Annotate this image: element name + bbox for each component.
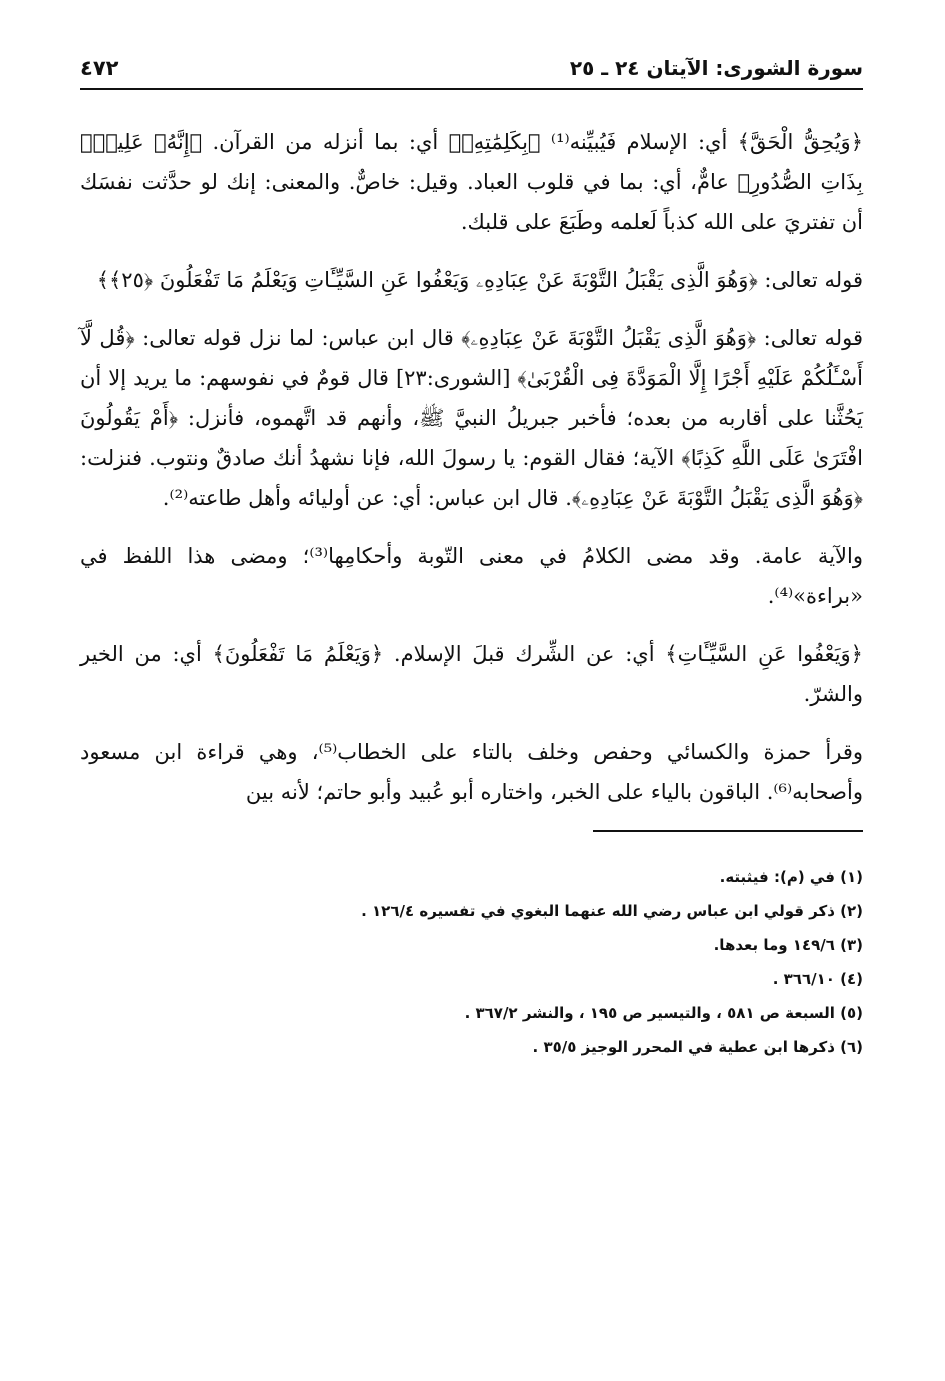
footnote-separator — [593, 830, 863, 832]
footnotes — [80, 862, 863, 1062]
paragraph-1: ﴿وَيُحِقُّ الْحَقَّ﴾ أي: الإسلام فَيُبيِّنه⁽¹⁾ ﴿بِكَلِمَٰتِهِۦ﴾ أي: بما أنزله من القرآن. ﴿إِنَّهُۥ عَلِيمٌۢ بِذَاتِ الصُّدُورِ﴾ عامٌّ، أي: بما في قلوب العباد. وقيل: خاصٌّ. والمعنى: إنك لو حدَّثت نفسَك أن تفتريَ على الله كذباً لَعلمه وطَبَعَ على قلبك. — [80, 130, 864, 234]
footnote-4: (٤) ٣٦٦/١٠ . — [772, 970, 863, 988]
footnote-5: (٥) السبعة ص ٥٨١ ، والتيسير ص ١٩٥ ، والنشر ٣٦٧/٢ . — [464, 1004, 863, 1022]
paragraph-4: ﴿وَيَعْفُوا عَنِ السَّيِّـَٔاتِ﴾ أي: عن الشِّرك قبلَ الإسلام. ﴿وَيَعْلَمُ مَا تَفْعَلُونَ﴾ أي: من الخير والشرّ. — [80, 642, 863, 706]
verse-heading: قوله تعالى: ﴿وَهُوَ الَّذِى يَقْبَلُ التَّوْبَةَ عَنْ عِبَادِهِۦ وَيَعْفُوا عَنِ السَّيِّـَٔاتِ وَيَعْلَمُ مَا تَفْعَلُونَ ﴿٢٥﴾﴾ — [96, 268, 863, 292]
footnote-1: (١) في (م): فيثبته. — [719, 868, 863, 886]
paragraph-3: والآية عامة. وقد مضى الكلامُ في معنى التّوبة وأحكامِها⁽³⁾؛ ومضى هذا اللفظ في «براءة»⁽⁴⁾. — [80, 544, 863, 608]
page-header — [80, 52, 863, 90]
footnote-2: (٢) ذكر قولي ابن عباس رضي الله عنهما البغوي في تفسيره ١٢٦/٤ . — [361, 902, 863, 920]
main-text — [80, 122, 863, 812]
book-page — [80, 52, 863, 1352]
footnote-6: (٦) ذكرها ابن عطية في المحرر الوجيز ٣٥/٥ . — [532, 1038, 863, 1056]
page-number: ٤٧٢ — [80, 56, 119, 80]
paragraph-5: وقرأ حمزة والكسائي وحفص وخلف بالتاء على الخطاب⁽⁵⁾، وهي قراءة ابن مسعود وأصحابه⁽⁶⁾. الباقون بالياء على الخبر، واختاره أبو عُبيد وأبو حاتم؛ لأنه بين — [80, 740, 864, 804]
paragraph-2: قوله تعالى: ﴿وَهُوَ الَّذِى يَقْبَلُ التَّوْبَةَ عَنْ عِبَادِهِۦ﴾ قال ابن عباس: لما نزل قوله تعالى: ﴿قُل لَّآ أَسْـَٔلُكُمْ عَلَيْهِ أَجْرًا إِلَّا الْمَوَدَّةَ فِى الْقُرْبَىٰ﴾ [الشورى:٢٣] قال قومٌ في نفوسهم: ما يريد إلا أن يَحُثَّنا على أقاربه من بعده؛ فأخبر جبريلُ النبيَّ ﷺ، وأنهم قد اتَّهموه، فأنزل: ﴿أَمْ يَقُولُونَ افْتَرَىٰ عَلَى اللَّهِ كَذِبًا﴾ الآية؛ فقال القوم: يا رسولَ الله، فإنا نشهدُ أنك صادقٌ ونتوب. فنزلت: ﴿وَهُوَ الَّذِى يَقْبَلُ التَّوْبَةَ عَنْ عِبَادِهِۦ﴾. قال ابن عباس: أي: عن أوليائه وأهل طاعته⁽²⁾. — [80, 326, 863, 510]
footnote-3: (٣) ١٤٩/٦ وما بعدها. — [713, 936, 863, 954]
running-title: سورة الشورى: الآيتان ٢٤ ـ ٢٥ — [569, 56, 863, 80]
